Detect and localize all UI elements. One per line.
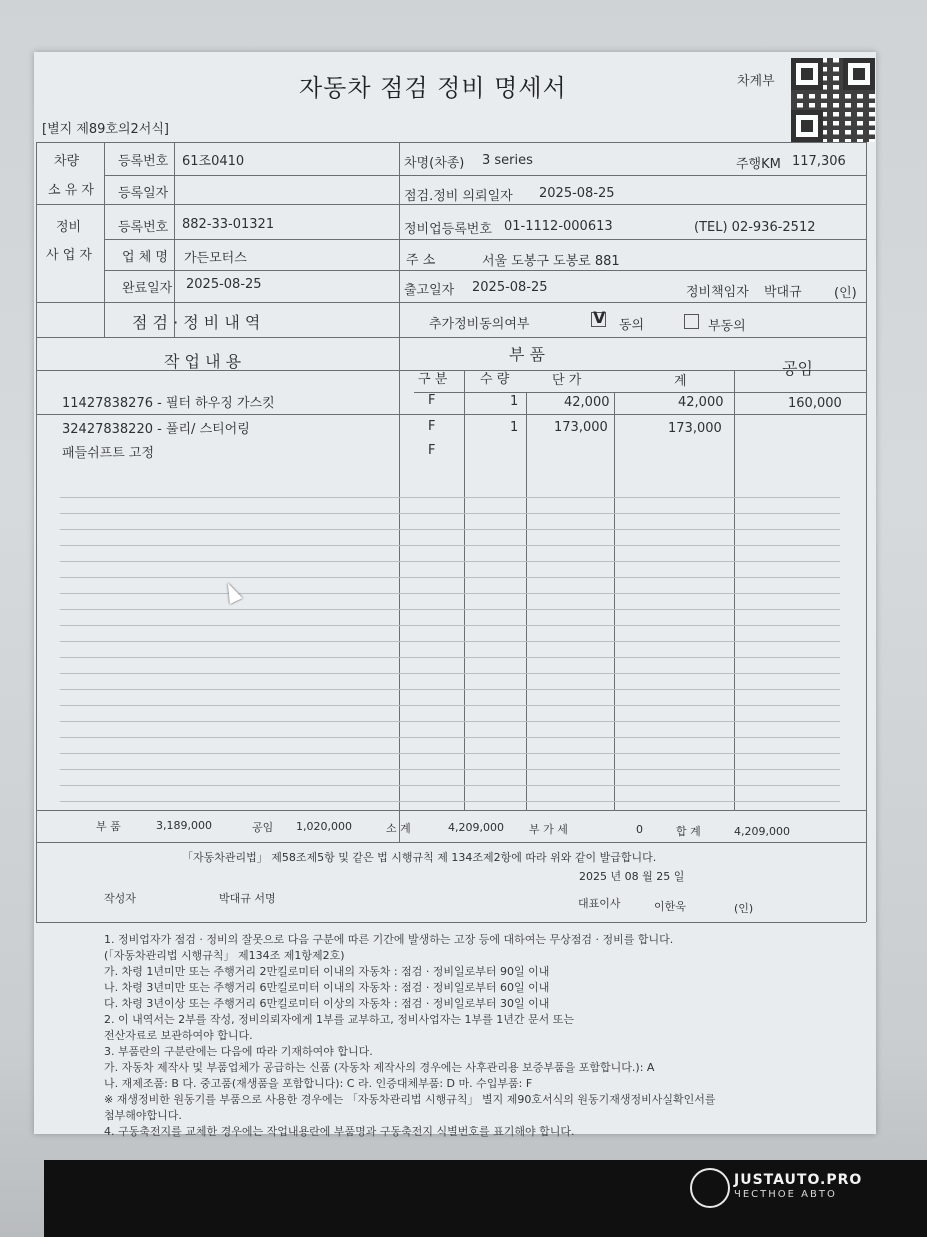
table-row-labor: 160,000 <box>788 396 842 411</box>
col-type: 구 분 <box>418 372 448 387</box>
mileage-label: 주행KM <box>736 157 781 172</box>
table-row-total: 173,000 <box>668 421 722 436</box>
check-mark-icon: V <box>593 308 606 327</box>
qr-corner-icon <box>843 58 875 90</box>
mileage-value: 117,306 <box>792 154 846 169</box>
note-line: 첨부해야합니다. <box>104 1109 182 1122</box>
note-line: 가. 차령 1년미만 또는 주행거리 2만킬로미터 이내의 자동차 : 점검 · 정비일로부터 90일 이내 <box>104 965 550 978</box>
grand-total-value: 4,209,000 <box>734 825 790 838</box>
vat-label: 부 가 세 <box>529 823 568 836</box>
table-row-qty: 1 <box>510 394 519 409</box>
finish-date-label: 완료일자 <box>122 281 173 296</box>
writer-label: 작성자 <box>104 892 136 905</box>
table-line <box>36 337 866 338</box>
subtotal-label: 소 계 <box>386 822 411 835</box>
table-line <box>36 142 37 922</box>
model-label: 차명(차종) <box>404 156 465 171</box>
form-note-right: 차계부 <box>737 74 775 89</box>
issue-statement: 「자동차관리법」 제58조제5항 및 같은 법 시행규칙 제 134조제2항에 따라 위와 같이 발급합니다. <box>182 851 657 864</box>
form-reference: [별지 제89호의2서식] <box>42 122 169 137</box>
note-line: (「자동차관리법 시행규칙」 제134조 제1항제2호) <box>104 949 345 962</box>
reg-no-value: 61조0410 <box>182 154 245 169</box>
total-labor-label: 공임 <box>252 821 274 834</box>
biz-no-label: 등록번호 <box>118 220 169 235</box>
table-line <box>36 302 866 303</box>
labor-header: 공임 <box>782 359 813 378</box>
agree-label: 동의 <box>619 318 645 333</box>
qr-corner-icon <box>791 110 823 142</box>
subtotal-value: 4,209,000 <box>448 821 504 834</box>
shop-reg-label: 정비업등록번호 <box>404 222 492 237</box>
work-header: 작 업 내 용 <box>164 352 242 371</box>
address-label: 주 소 <box>406 253 436 268</box>
release-date-value: 2025-08-25 <box>472 280 548 295</box>
note-line: 4. 구동축전지를 교체한 경우에는 작업내용란에 부품명과 구동축전지 식별번호를 표기해야 합니다. <box>104 1125 575 1138</box>
justauto-logo-icon <box>690 1168 730 1208</box>
vehicle-section-label: 차량 <box>54 154 80 169</box>
table-line <box>414 392 866 393</box>
table-line <box>36 142 866 143</box>
watermark-brand: JUSTAUTO.PRO <box>734 1172 863 1188</box>
note-line: 1. 정비업자가 점검 · 정비의 잘못으로 다음 구분에 따른 기간에 발생하는 고장 등에 대하여는 무상점검 · 정비를 합니다. <box>104 933 674 946</box>
table-row-unit: 42,000 <box>564 395 610 410</box>
vat-value: 0 <box>636 823 643 836</box>
note-line: ※ 재생정비한 원동기를 부품으로 사용한 경우에는 「자동차관리법 시행규칙」 별지 제90호서식의 원동기재생정비사실확인서를 <box>104 1093 716 1106</box>
note-line: 나. 차령 3년미만 또는 주행거리 6만킬로미터 이내의 자동차 : 점검 · 정비일로부터 60일 이내 <box>104 981 550 994</box>
finish-date-value: 2025-08-25 <box>186 277 262 292</box>
reg-no-label: 등록번호 <box>118 154 169 169</box>
company-label: 업 체 명 <box>122 250 168 265</box>
disagree-label: 부동의 <box>708 319 746 334</box>
table-line <box>174 142 175 337</box>
note-line: 3. 부품란의 구분란에는 다음에 따라 기재하여야 합니다. <box>104 1045 373 1058</box>
shop-section-label: 정비 <box>56 220 82 235</box>
note-line: 나. 재제조품: B 다. 중고품(재생품을 포함합니다): C 라. 인증대체부품: D 마. 수입부품: F <box>104 1077 533 1090</box>
table-row-type: F <box>428 393 436 408</box>
company-value: 가든모터스 <box>184 251 247 266</box>
ceo-seal: (인) <box>734 902 754 915</box>
table-row-unit: 173,000 <box>554 420 608 435</box>
model-value: 3 series <box>482 153 533 168</box>
request-date-value: 2025-08-25 <box>539 186 615 201</box>
manager-value: 박대규 <box>764 285 802 300</box>
col-qty: 수 량 <box>480 372 510 387</box>
qr-code-icon <box>791 58 875 142</box>
note-line: 다. 차령 3년이상 또는 주행거리 6만킬로미터 이상의 자동차 : 점검 · 정비일로부터 30일 이내 <box>104 997 550 1010</box>
details-header: 점 검 · 정 비 내 역 <box>132 313 261 332</box>
shop-reg-value: 01-1112-000613 <box>504 219 613 234</box>
table-line <box>104 142 105 337</box>
business-section-label: 사 업 자 <box>46 248 92 263</box>
table-row-type: F <box>428 419 436 434</box>
col-total: 계 <box>674 374 687 389</box>
issue-date: 2025 년 08 월 25 일 <box>579 870 685 883</box>
total-labor-value: 1,020,000 <box>296 820 352 833</box>
note-line: 전산자료로 보관하여야 합니다. <box>104 1029 253 1042</box>
table-line <box>36 414 866 415</box>
agree-checkbox[interactable] <box>591 308 606 327</box>
table-row-work: 32427838220 - 풀리/ 스티어링 <box>62 422 250 437</box>
ceo-label: 대표이사 <box>578 897 621 910</box>
table-row-qty: 1 <box>510 420 519 435</box>
table-line <box>36 842 866 843</box>
total-parts-label: 부 품 <box>96 820 121 833</box>
grand-total-label: 합 계 <box>676 825 701 838</box>
table-line <box>866 142 867 922</box>
table-line <box>36 204 866 205</box>
table-line <box>104 175 866 176</box>
owner-section-label: 소 유 자 <box>48 183 94 198</box>
col-unit: 단 가 <box>552 373 582 388</box>
request-date-label: 점검.정비 의뢰일자 <box>404 189 513 204</box>
table-row-type: F <box>428 443 436 458</box>
table-line <box>36 370 866 371</box>
inspection-document <box>34 52 876 1138</box>
parts-header: 부 품 <box>509 345 545 364</box>
table-row-work: 패들쉬프트 고정 <box>62 446 155 461</box>
consent-label: 추가정비동의여부 <box>429 317 530 332</box>
note-line: 2. 이 내역서는 2부를 작성, 정비의뢰자에게 1부를 교부하고, 정비사업자는 1부를 1년간 문서 또는 <box>104 1013 574 1026</box>
page-title: 자동차 점검 정비 명세서 <box>299 74 567 102</box>
table-line <box>104 270 866 271</box>
watermark-tagline: ЧЕСТНОЕ АВТО <box>734 1189 837 1200</box>
reg-date-label: 등록일자 <box>118 186 169 201</box>
release-date-label: 출고일자 <box>404 283 455 298</box>
table-row-work: 11427838276 - 필터 하우징 가스킷 <box>62 396 275 411</box>
shop-tel-value: (TEL) 02-936-2512 <box>694 220 816 235</box>
table-line <box>104 239 866 240</box>
table-line <box>36 922 866 923</box>
qr-corner-icon <box>791 58 823 90</box>
manager-label: 정비책임자 <box>686 285 749 300</box>
notes-section <box>104 932 715 1140</box>
biz-no-value: 882-33-01321 <box>182 217 275 232</box>
note-line: 가. 자동차 제작사 및 부품업체가 공급하는 신품 (자동차 제작사의 경우에는 사후관리용 보증부품을 포함합니다.): A <box>104 1061 655 1074</box>
ceo-value: 이한욱 <box>654 900 686 913</box>
writer-value: 박대규 서명 <box>219 892 276 905</box>
disagree-checkbox[interactable] <box>684 314 699 329</box>
address-value: 서울 도봉구 도봉로 881 <box>482 254 620 269</box>
total-parts-value: 3,189,000 <box>156 819 212 832</box>
manager-seal: (인) <box>834 286 857 301</box>
empty-rows-grid <box>60 482 840 812</box>
table-row-total: 42,000 <box>678 395 724 410</box>
